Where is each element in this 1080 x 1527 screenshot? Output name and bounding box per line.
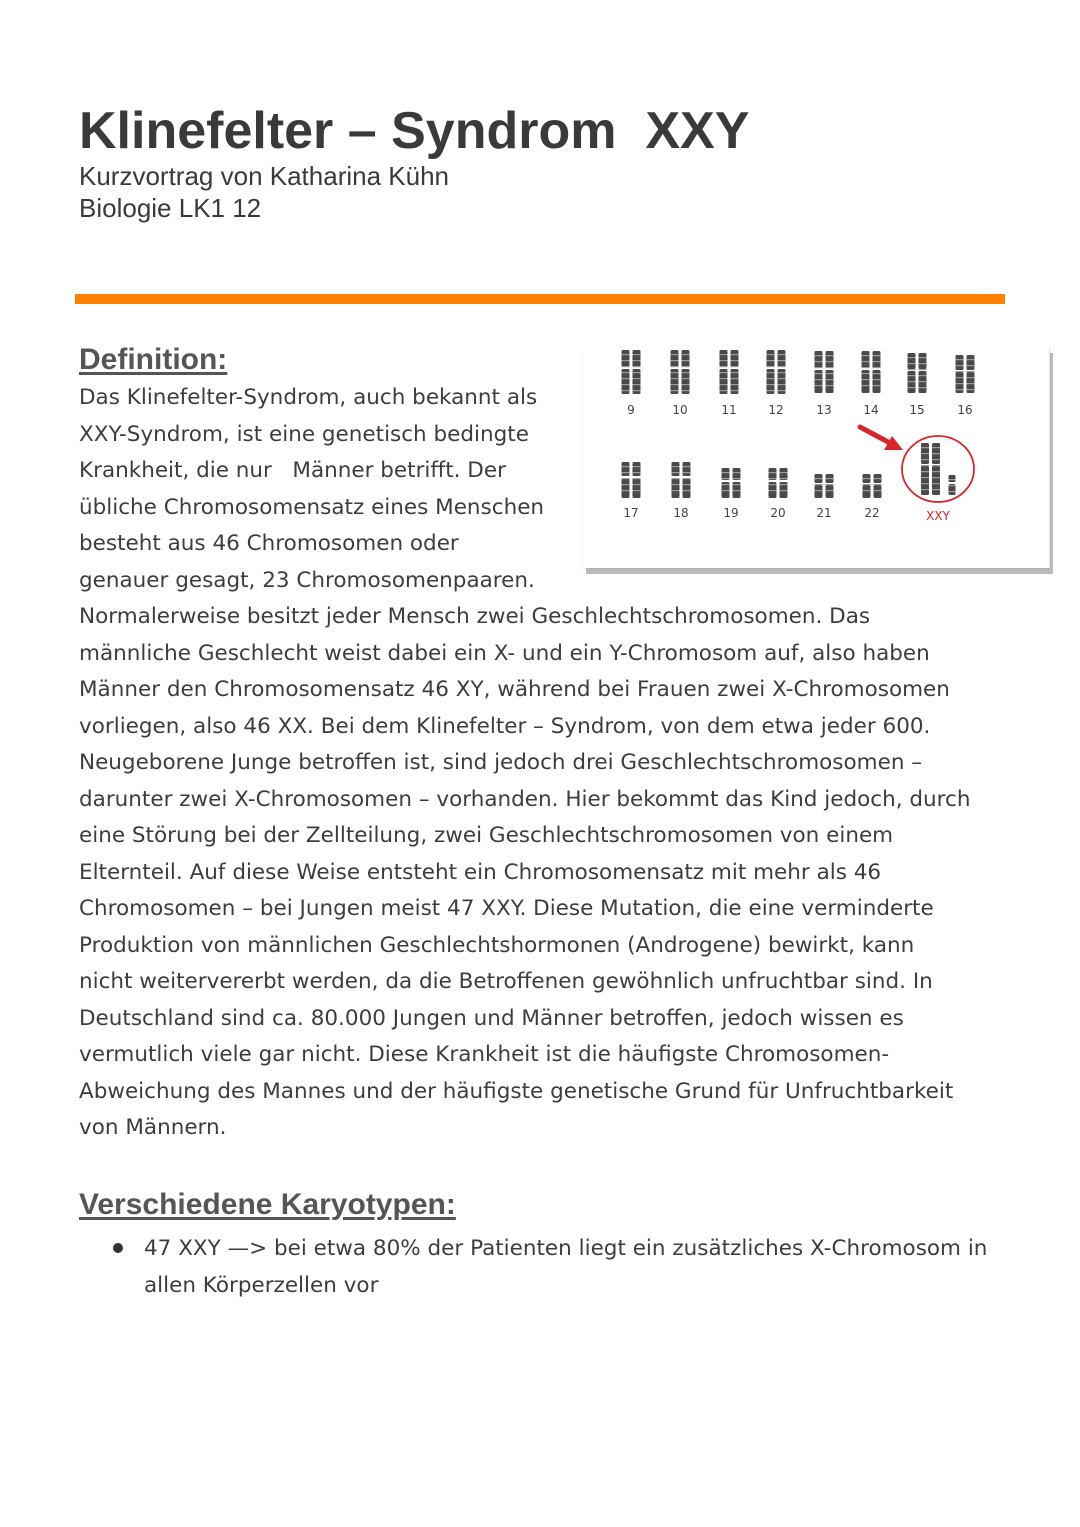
chromosome-band [672,478,680,479]
chromosome-band [956,383,964,384]
karyotypen-list [79,1231,987,1304]
chromosome-band [921,447,929,448]
chromosome-band [873,361,881,362]
text-line: Das Klinefelter-Syndrom, auch bekannt als [79,385,538,410]
chromosome-band [633,366,641,367]
chromosome-band [826,355,834,356]
chromosome-band [956,359,964,360]
chromosome-band [932,447,940,448]
chromosome-band [633,478,641,479]
chromosome-band [919,375,927,376]
chromosome-label: 22 [864,506,880,520]
chromosome-arm [874,485,882,498]
definition-body [79,599,970,1147]
chromosome-band [932,483,940,484]
text-line: darunter zwei X-Chromosomen – vorhanden. Hier bekommt das Kind jedoch, durch [79,786,971,812]
chromosome-band [921,453,929,454]
text-line: eine Störung bei der Zellteilung, zwei Geschlechtschromosomen von einem [79,823,894,848]
chromosome-band [622,484,630,485]
chromosome-band [720,390,728,391]
chromosome-band [633,372,641,373]
chromosome-label: 13 [816,403,832,417]
chromosome-arm [622,478,630,498]
chromosome-band [862,361,870,362]
chromosome-band [767,366,775,367]
chromosome-band [815,490,823,491]
chromosome-band [731,354,739,355]
chromosome-band [815,355,823,356]
chromosome-band [862,385,870,386]
chromosome-band [672,484,680,485]
chromosome-band [862,367,870,368]
chromosome-band [932,471,940,472]
chromosome-band [863,490,871,491]
text-line: männliche Geschlecht weist dabei ein X- und ein Y-Chromosom auf, also haben [79,640,930,666]
chromosome-band [826,484,834,485]
chromosome-band [921,477,929,478]
definition-heading: Definition: [79,343,228,376]
chromosome-band [671,378,679,379]
chromosome-band [908,381,916,382]
chromosome-band [826,367,834,368]
chromosome-band [815,478,823,479]
chromosome-band [932,453,940,454]
chromosome-band [682,354,690,355]
chromosome-band [769,484,777,485]
chromosome-band [731,390,739,391]
chromosome-band [767,378,775,379]
chromosome-band [826,379,834,380]
chromosome-arm [622,350,630,367]
chromosome-band [682,384,690,385]
chromosome-band [671,366,679,367]
chromosome-band [767,354,775,355]
chromosome-label: 19 [723,506,739,520]
chromosome-band [622,466,630,467]
chromosome-band [683,466,691,467]
chromosome-band [778,366,786,367]
chromosome-band [778,378,786,379]
chromosome-band [682,366,690,367]
chromosome-band [720,384,728,385]
chromosome-band [722,490,730,491]
chromosome-band [815,373,823,374]
chromosome-band [720,354,728,355]
chromosome-band [682,378,690,379]
chromosome-arm [633,350,641,367]
chromosome-band [908,357,916,358]
chromosome-band [778,360,786,361]
chromosome-band [932,465,940,466]
chromosome-band [769,490,777,491]
chromosome-arm [671,350,679,367]
chromosome-band [683,484,691,485]
chromosome-band [633,490,641,491]
document-subtitle [79,160,449,224]
chromosome-band [671,372,679,373]
chromosome-band [622,384,630,385]
chromosome-band [932,459,940,460]
chromosome-band [862,355,870,356]
chromosome-band [672,472,680,473]
chromosome-arm [633,462,641,476]
text-line: nicht weitervererbt werden, da die Betroffenen gewöhnlich unfruchtbar sind. In [79,969,933,994]
chromosome-label: 17 [623,506,639,520]
chromosome-arm [908,353,916,369]
chromosome-band [671,354,679,355]
chromosome-label: 16 [957,403,973,417]
chromosome-band [949,485,956,486]
chromosome-band [815,385,823,386]
chromosome-arm [672,462,680,476]
chromosome-band [815,484,823,485]
chromosome-band [967,383,975,384]
text-line: Krankheit, die nur Männer betrifft. Der [79,458,506,483]
chromosome-arm [967,355,975,370]
text-line: genauer gesagt, 23 Chromosomenpaaren. [79,567,535,593]
chromosome-band [622,354,630,355]
chromosome-band [633,384,641,385]
chromosome-band [622,366,630,367]
chromosome-band [873,367,881,368]
chromosome-band [815,367,823,368]
chromosome-band [908,387,916,388]
karyotypen-heading: Verschiedene Karyotypen: [79,1188,456,1221]
text-line: allen Körperzellen vor [144,1272,379,1298]
chromosome-band [967,359,975,360]
chromosome-band [633,472,641,473]
chromosome-arm [949,475,956,482]
chromosome-label: 14 [863,403,879,417]
chromosome-band [862,379,870,380]
text-line: vermutlich viele gar nicht. Diese Krankheit ist die häufigste Chromosomen- [79,1042,890,1067]
chromosome-band [778,372,786,373]
karyotype-image [583,347,1049,568]
chromosome-arm [683,478,691,498]
chromosome-band [908,375,916,376]
chromosome-band [908,363,916,364]
chromosome-arm [956,355,964,370]
chromosome-band [731,366,739,367]
chromosome-band [780,478,788,479]
chromosome-band [682,390,690,391]
chromosome-label: 18 [673,506,689,520]
chromosome-band [967,389,975,390]
chromosome-band [956,389,964,390]
text-line: besteht aus 46 Chromosomen oder [79,531,459,556]
chromosome-band [921,489,929,490]
chromosome-band [622,490,630,491]
chromosome-band [956,365,964,366]
chromosome-label: 11 [721,403,737,417]
chromosome-band [769,472,777,473]
chromosome-band [919,357,927,358]
chromosome-label: 20 [770,506,786,520]
chromosome-band [722,472,730,473]
text-line: von Männern. [79,1115,227,1140]
chromosome-band [826,490,834,491]
chromosome-arm [815,351,823,368]
text-line: Elternteil. Auf diese Weise entsteht ein Chromosomensatz mit mehr als 46 [79,859,882,885]
chromosome-band [733,478,741,479]
chromosome-band [720,372,728,373]
chromosome-band [720,366,728,367]
text-line: Produktion von männlichen Geschlechtshormonen (Androgene) bewirkt, kann [79,932,915,958]
chromosome-band [967,365,975,366]
chromosome-band [921,465,929,466]
chromosome-band [683,472,691,473]
chromosome-arm [826,485,834,498]
chromosome-band [633,466,641,467]
chromosome-band [921,483,929,484]
chromosome-band [874,478,882,479]
chromosome-band [671,360,679,361]
chromosome-label: 9 [627,403,635,417]
chromosome-band [767,360,775,361]
arrow-icon [860,427,890,443]
highlight-label: XXY [926,509,950,523]
chromosome-band [780,472,788,473]
chromosome-band [682,360,690,361]
list-item-text [144,1231,987,1304]
chromosome-band [826,478,834,479]
chromosome-band [672,490,680,491]
chromosome-band [921,471,929,472]
chromosome-arm [767,350,775,367]
chromosome-band [622,378,630,379]
chromosome-band [622,360,630,361]
chromosome-band [919,381,927,382]
definition-intro [79,380,544,599]
chromosome-label: 12 [768,403,784,417]
chromosome-band [731,372,739,373]
chromosome-band [967,371,975,372]
chromosome-arm [731,350,739,367]
chromosome-band [826,373,834,374]
subtitle-author: Kurzvortrag von Katharina Kühn [79,161,449,191]
orange-divider [75,294,1005,304]
chromosome-band [731,378,739,379]
chromosome-band [780,484,788,485]
chromosome-band [863,478,871,479]
text-line: Chromosomen – bei Jungen meist 47 XXY. Diese Mutation, die eine verminderte [79,896,934,921]
chromosome-band [956,377,964,378]
text-line: 47 XXY —> bei etwa 80% der Patienten liegt ein zusätzliches X-Chromosom in [144,1236,988,1261]
chromosome-band [767,384,775,385]
text-line: XXY-Syndrom, ist eine genetisch bedingte [79,421,529,447]
subtitle-course: Biologie LK1 12 [79,193,262,223]
chromosome-band [815,379,823,380]
chromosome-band [873,379,881,380]
chromosome-band [633,378,641,379]
chromosome-label: 21 [816,506,832,520]
text-line: übliche Chromosomensatz eines Menschen [79,494,545,520]
chromosome-band [874,490,882,491]
text-line: Normalerweise besitzt jeder Mensch zwei Geschlechtschromosomen. Das [79,604,871,629]
text-line: Deutschland sind ca. 80.000 Jungen und Männer betroffen, jedoch wissen es [79,1005,904,1031]
chromosome-band [683,478,691,479]
chromosome-band [780,490,788,491]
chromosome-band [949,491,956,492]
chromosome-band [633,354,641,355]
chromosome-band [874,484,882,485]
chromosome-band [873,385,881,386]
text-line: Abweichung des Mannes und der häufigste genetische Grund für Unfruchtbarkeit [79,1078,954,1104]
chromosome-arm [815,485,823,498]
chromosome-band [683,490,691,491]
document-title: Klinefelter – Syndrom XXY [79,102,750,160]
chromosome-band [815,361,823,362]
chromosome-arm [919,353,927,369]
chromosome-arm [873,351,881,368]
chromosome-band [949,479,956,480]
chromosome-arm [672,478,680,498]
chromosome-arm [921,466,929,495]
bullet-icon [113,1243,123,1253]
list-item [79,1231,987,1304]
chromosome-band [633,484,641,485]
chromosome-band [722,484,730,485]
chromosome-band [778,390,786,391]
chromosome-band [733,472,741,473]
chromosome-arm [826,351,834,368]
chromosome-band [731,360,739,361]
chromosome-band [919,363,927,364]
chromosome-band [671,384,679,385]
chromosome-band [873,373,881,374]
chromosome-band [967,377,975,378]
chromosome-band [921,459,929,460]
chromosome-arm [778,350,786,367]
chromosome-band [862,373,870,374]
chromosome-band [767,390,775,391]
text-line: Männer den Chromosomensatz 46 XY, während bei Frauen zwei X-Chromosomen [79,677,950,702]
chromosome-band [932,477,940,478]
chromosome-band [826,385,834,386]
chromosome-band [622,472,630,473]
chromosome-band [733,490,741,491]
chromosome-band [622,390,630,391]
chromosome-label: 10 [672,403,688,417]
chromosome-band [956,371,964,372]
chromosome-band [932,489,940,490]
chromosome-band [919,369,927,370]
chromosome-band [769,478,777,479]
text-line: Neugeborene Junge betroffen ist, sind jedoch drei Geschlechtschromosomen – [79,750,923,775]
chromosome-arm [863,485,871,498]
chromosome-band [767,372,775,373]
chromosome-band [720,378,728,379]
chromosome-arm [720,350,728,367]
chromosome-band [778,354,786,355]
chromosome-arm [682,350,690,367]
chromosome-band [826,361,834,362]
chromosome-arm [862,351,870,368]
chromosome-band [908,369,916,370]
chromosome-band [671,390,679,391]
chromosome-band [873,355,881,356]
chromosome-band [733,484,741,485]
chromosome-band [731,384,739,385]
chromosome-band [633,390,641,391]
chromosome-band [622,478,630,479]
chromosome-arm [932,466,940,495]
chromosome-band [633,360,641,361]
chromosome-band [919,387,927,388]
chromosome-band [672,466,680,467]
chromosome-arm [622,462,630,476]
chromosome-band [622,372,630,373]
chromosome-band [682,372,690,373]
chromosome-band [722,478,730,479]
chromosome-band [720,360,728,361]
chromosome-arm [633,478,641,498]
chromosome-band [778,384,786,385]
karyotype-figure [583,347,1050,568]
chromosome-arm [683,462,691,476]
chromosome-band [863,484,871,485]
text-line: vorliegen, also 46 XX. Bei dem Klinefelter – Syndrom, von dem etwa jeder 600. [79,713,931,739]
chromosome-label: 15 [909,403,925,417]
